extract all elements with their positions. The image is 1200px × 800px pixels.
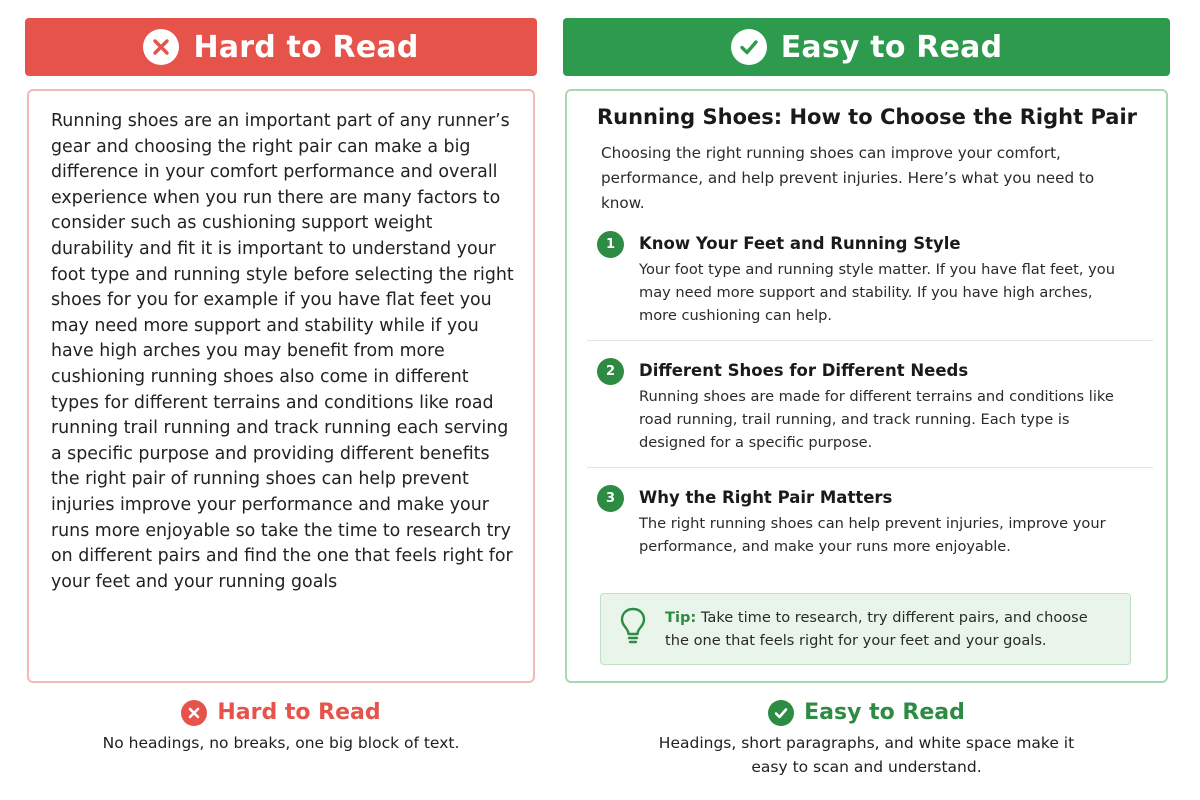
x-circle-icon <box>181 700 207 726</box>
step-text: Your foot type and running style matter. If you have flat feet, you may need more support and stability. If you have high arches, more cushioning can help. <box>639 261 1115 324</box>
easy-to-read-panel <box>565 89 1168 683</box>
section-divider <box>587 340 1153 341</box>
hard-caption-title: Hard to Read <box>217 700 381 725</box>
tip-label: Tip: <box>665 609 697 626</box>
article-title: Running Shoes: How to Choose the Right Pair <box>596 105 1138 129</box>
easy-to-read-banner <box>563 18 1170 76</box>
step-heading: Know Your Feet and Running Style <box>639 234 961 253</box>
step-1 <box>601 230 1141 327</box>
hard-caption-text: No headings, no breaks, one big block of text. <box>102 734 460 752</box>
tip-body: Take time to research, try different pairs, and choose the one that feels right for your feet and your goals. <box>665 609 1088 649</box>
easy-banner-label: Easy to Read <box>780 29 1003 65</box>
article-intro: Choosing the right running shoes can improve your comfort, performance, and help prevent injuries. Here’s what you need to know. <box>601 144 1095 212</box>
hard-to-read-panel <box>27 89 535 683</box>
lightbulb-icon <box>619 607 647 649</box>
step-2 <box>601 357 1141 454</box>
step-number-badge: 1 <box>597 231 624 258</box>
step-text: The right running shoes can help prevent injuries, improve your performance, and make your runs more enjoyable. <box>639 515 1106 555</box>
tip-text <box>665 606 1115 652</box>
section-divider <box>587 467 1153 468</box>
easy-caption-title: Easy to Read <box>804 700 965 725</box>
step-text: Running shoes are made for different terrains and conditions like road running, trail running, and track running. Each type is designed for a specific purpose. <box>639 388 1114 451</box>
step-heading: Why the Right Pair Matters <box>639 488 893 507</box>
check-circle-icon <box>731 29 767 65</box>
easy-caption-text: Headings, short paragraphs, and white space make it easy to scan and understand. <box>658 734 1075 776</box>
tip-box <box>600 593 1131 665</box>
step-number-badge: 2 <box>597 358 624 385</box>
hard-banner-label: Hard to Read <box>193 29 419 65</box>
step-3 <box>601 484 1141 558</box>
step-heading: Different Shoes for Different Needs <box>639 361 969 380</box>
x-circle-icon <box>143 29 179 65</box>
easy-caption <box>563 697 1170 779</box>
step-number-badge: 3 <box>597 485 624 512</box>
check-circle-icon <box>768 700 794 726</box>
hard-to-read-banner <box>25 18 537 76</box>
text-wall: Running shoes are an important part of any runner’s gear and choosing the right pair can make a big difference in your comfort performance and overall experience when you run there are many factors to consider such as cushioning support weight durability and fit it is important to understand your foot type and running style before selecting the right shoes for you for example if you have flat feet you may need more support and stability while if you have high arches you may benefit from more cushioning running shoes also come in different types for different terrains and conditions like road running trail running and track running each serving a specific purpose and providing different benefits the right pair of running shoes can help prevent injuries improve your performance and make your runs more enjoyable so take the time to research try on different pairs and find the one that feels right for your feet and your running goals <box>51 111 514 592</box>
hard-caption <box>25 697 537 755</box>
